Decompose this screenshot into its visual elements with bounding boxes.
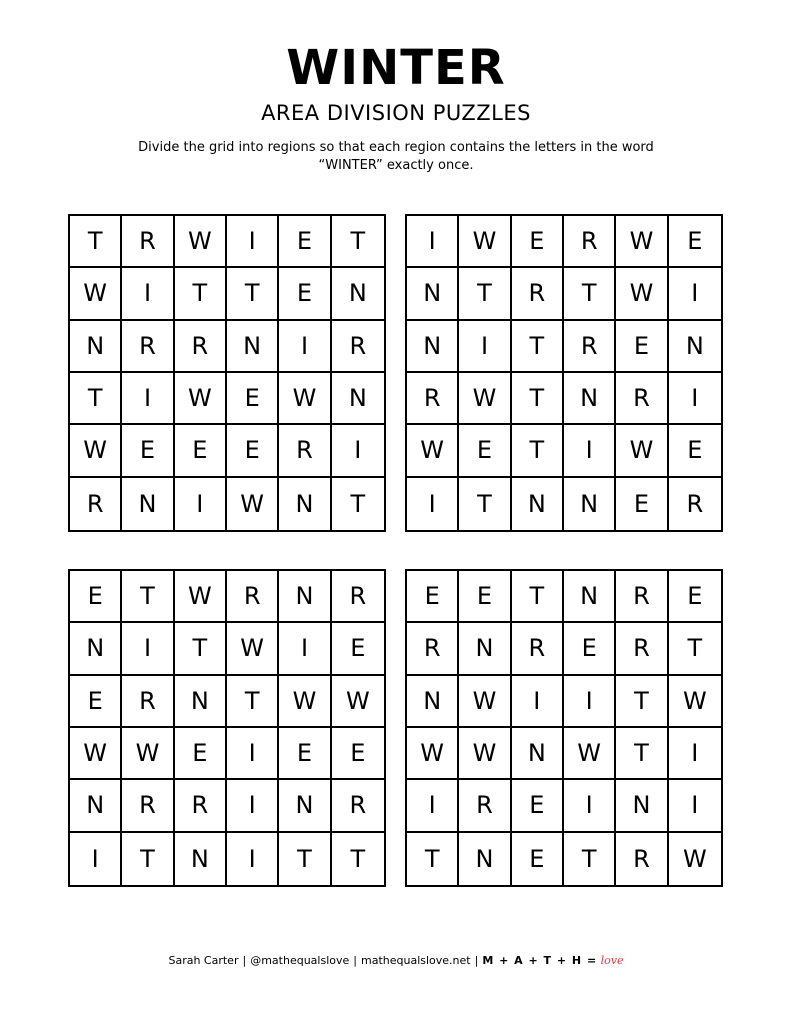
grid-cell: W [70,268,122,320]
grid-cell: T [512,425,564,477]
grid-cell: T [512,571,564,623]
grid-cell: E [459,425,511,477]
puzzle-grid-1 [68,214,386,532]
grid-cell: E [227,425,279,477]
footer-separator: | [474,954,479,967]
grid-cell: R [564,216,616,268]
grid-cell: W [332,676,384,728]
grid-cell: E [407,571,459,623]
grid-cell: R [407,373,459,425]
grid-cell: E [122,425,174,477]
footer-handle: @mathequalslove [250,954,350,967]
grid-cell: R [332,571,384,623]
grid-cell: I [669,268,721,320]
grid-cell: R [616,623,668,675]
footer-logo-text: M + A + T + H = [482,954,598,967]
grid-cell: W [175,373,227,425]
puzzle-grid-3 [68,569,386,887]
grid-cell: N [564,478,616,530]
grid-cell: R [616,833,668,885]
grid-cell: E [332,623,384,675]
grid-cell: E [669,425,721,477]
grid-cell: R [122,676,174,728]
grid-cell: R [122,321,174,373]
grid-cell: I [564,780,616,832]
grid-cell: N [616,780,668,832]
puzzle-grid-2 [405,214,723,532]
grid-cell: T [175,268,227,320]
grid-cell: R [175,780,227,832]
grid-cell: E [512,780,564,832]
grid-cell: N [227,321,279,373]
grid-cell: R [616,373,668,425]
grid-cell: R [459,780,511,832]
grid-cell: N [407,268,459,320]
grid-cell: R [332,780,384,832]
grid-cell: I [279,623,331,675]
grid-cell: W [616,268,668,320]
grid-cell: R [122,216,174,268]
grid-cell: N [332,373,384,425]
grid-cell: T [175,623,227,675]
grid-cell: T [616,728,668,780]
grid-cell: E [227,373,279,425]
grid-cell: T [512,373,564,425]
grid-cell: T [122,571,174,623]
grid-cell: R [227,571,279,623]
grid-cell: E [512,833,564,885]
grid-cell: E [70,676,122,728]
page-subtitle: AREA DIVISION PUZZLES [261,101,531,125]
grid-cell: N [70,321,122,373]
grid-cell: R [279,425,331,477]
grid-cell: W [407,425,459,477]
grid-cell: E [279,728,331,780]
grid-cell: N [459,623,511,675]
grid-cell: I [564,425,616,477]
grid-cell: T [70,216,122,268]
grid-cell: N [279,478,331,530]
grid-cell: R [616,571,668,623]
grid-cell: W [175,216,227,268]
grid-cell: I [227,833,279,885]
grid-cell: I [407,216,459,268]
grid-cell: N [70,780,122,832]
grid-cell: N [512,728,564,780]
grid-cell: R [332,321,384,373]
footer-separator: | [353,954,357,967]
grid-cell: I [227,216,279,268]
grid-cell: W [175,571,227,623]
grid-cell: W [279,676,331,728]
grid-cell: I [669,373,721,425]
grid-cell: T [350,489,366,518]
grid-cell: N [407,676,459,728]
grid-cell: E [564,623,616,675]
grid-cell: I [227,780,279,832]
footer-logo-love: love [600,954,624,967]
footer-website: mathequalslove.net [360,954,471,967]
grid-cell: T [70,373,122,425]
grid-cell: I [122,373,174,425]
grid-cell: N [122,478,174,530]
grid-cell: E [175,728,227,780]
grid-cell: N [459,833,511,885]
grid-cell: I [332,425,384,477]
grid-cell: N [279,571,331,623]
grid-cell: R [686,489,704,518]
grid-cell: N [407,321,459,373]
grid-cell: W [70,728,122,780]
grid-cell: T [227,268,279,320]
grid-cell: T [459,478,511,530]
grid-cell: W [459,373,511,425]
grid-cell: T [616,676,668,728]
grid-cell: N [669,321,721,373]
grid-cell: R [407,623,459,675]
grid-cell: T [332,216,384,268]
grid-cell: W [279,373,331,425]
grid-cell: T [564,268,616,320]
page-title: WINTER [286,40,506,96]
grid-cell: E [669,216,721,268]
grid-cell: T [122,833,174,885]
grid-cell: I [669,780,721,832]
grid-cell: W [459,216,511,268]
grid-cell: E [512,216,564,268]
grid-cell: E [616,321,668,373]
grid-cell: W [407,728,459,780]
footer-separator: | [242,954,247,967]
grid-cell: I [669,728,721,780]
grid-cell: N [564,373,616,425]
grid-cell: W [122,728,174,780]
grid-cell: I [70,833,122,885]
puzzle-grid-4 [405,569,723,887]
grid-cell: R [122,780,174,832]
grid-cell: T [564,833,616,885]
grid-cell: I [279,321,331,373]
grid-cell: T [459,268,511,320]
grid-cell: W [459,676,511,728]
grid-cell: I [407,780,459,832]
grid-cell: N [175,833,227,885]
grid-cell: W [70,425,122,477]
grid-cell: E [279,268,331,320]
grid-cell: W [227,478,279,530]
grid-cell: N [70,623,122,675]
instructions-text: Divide the grid into regions so that each region contains the letters in the word “WINTER” exactly once. [138,140,654,173]
grid-cell: T [279,833,331,885]
grid-cell: R [564,321,616,373]
grid-cell: W [459,728,511,780]
grid-cell: R [175,321,227,373]
grid-cell: E [70,571,122,623]
footer [0,953,792,969]
grid-cell: E [616,478,668,530]
grid-cell: I [407,478,459,530]
grid-cell: N [332,268,384,320]
grid-cell: N [279,780,331,832]
grid-cell: T [407,833,459,885]
grid-cell: W [669,676,721,728]
grid-cell: N [512,478,564,530]
grid-cell: I [459,321,511,373]
grid-cell: W [564,728,616,780]
grid-cell: E [459,571,511,623]
grid-cell: W [682,844,707,873]
grid-cell: N [175,676,227,728]
grid-cell: I [564,676,616,728]
grid-cell: E [669,571,721,623]
grid-cell: R [70,478,122,530]
grid-cell: W [616,425,668,477]
grid-cell: T [512,321,564,373]
grid-cell: W [227,623,279,675]
grid-cell: E [332,728,384,780]
grid-cell: N [564,571,616,623]
grid-cell: R [512,623,564,675]
grid-cell: T [350,844,366,873]
grid-cell: I [512,676,564,728]
grid-cell: T [669,623,721,675]
grid-cell: T [227,676,279,728]
grid-cell: I [175,478,227,530]
grid-cell: W [616,216,668,268]
grid-cell: E [175,425,227,477]
grid-cell: I [122,268,174,320]
grid-cell: R [512,268,564,320]
footer-author: Sarah Carter [168,954,239,967]
grid-cell: E [279,216,331,268]
grid-cell: I [122,623,174,675]
grid-cell: I [227,728,279,780]
